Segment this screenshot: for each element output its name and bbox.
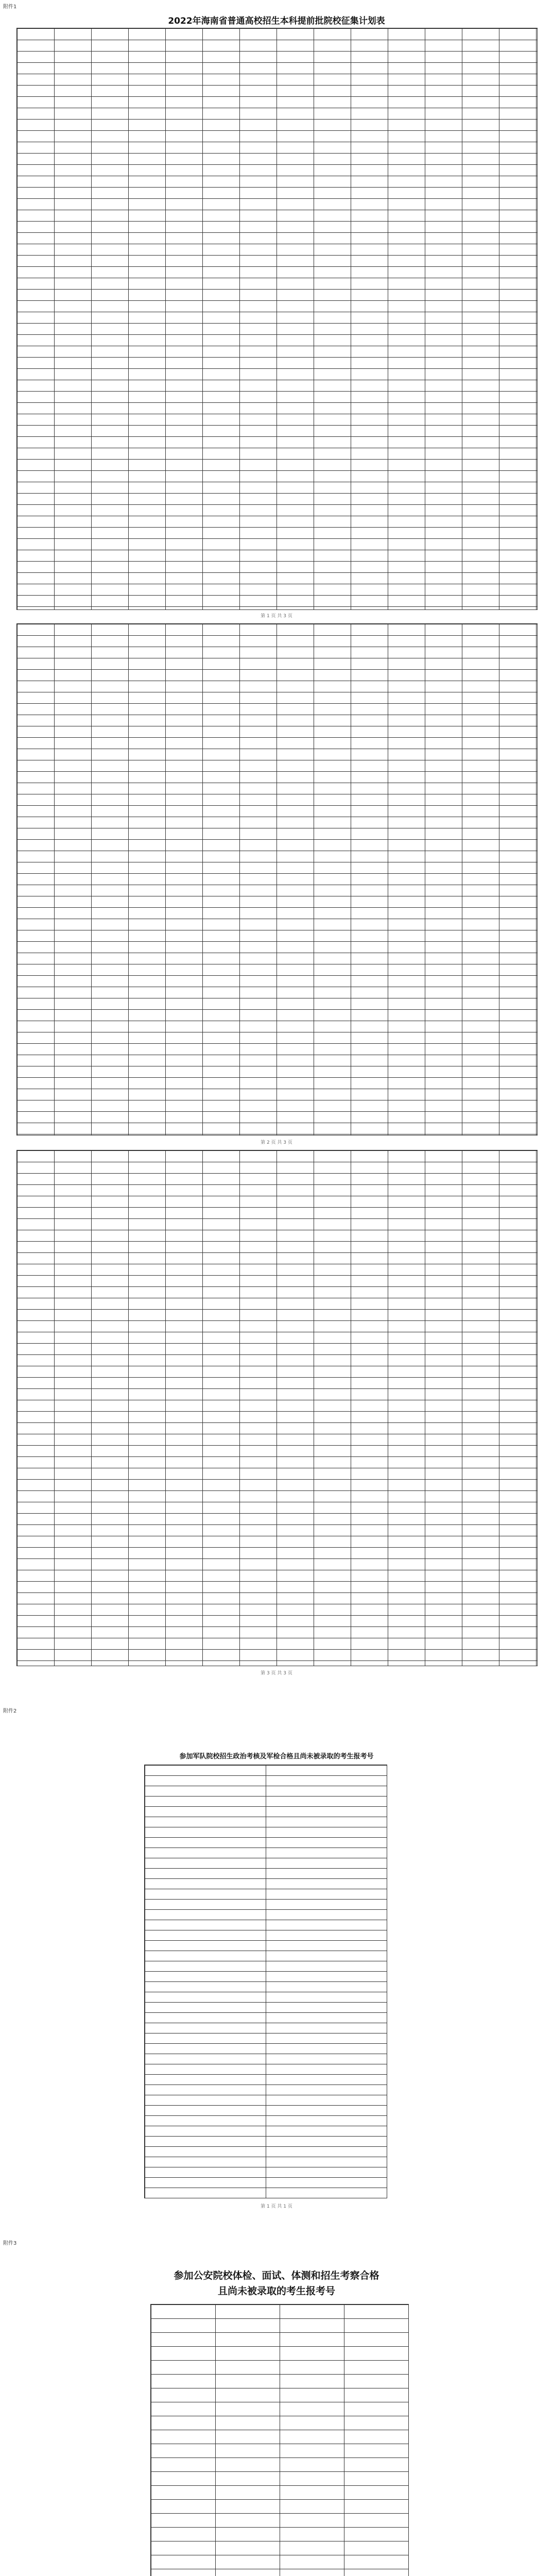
- section-3-table: [150, 2304, 409, 2576]
- section-1-table-part-2: [16, 623, 538, 1136]
- section-1-page-marker-1: 第 1 页 共 3 页: [261, 614, 292, 619]
- attachment-label-3: 附件3: [3, 2241, 17, 2246]
- section-1-page-marker-3: 第 3 页 共 3 页: [261, 1671, 292, 1676]
- section-2-page-marker: 第 1 页 共 1 页: [261, 2204, 292, 2209]
- attachment-label-1: 附件1: [3, 4, 17, 10]
- section-1-table-part-1: [16, 28, 538, 610]
- section-1: [0, 13, 553, 26]
- section-3-title-line-2: 且尚未被录取的考生报考号: [217, 2285, 335, 2297]
- section-2-table: [144, 1765, 387, 2198]
- section-3-title-line-1: 参加公安院校体检、面试、体测和招生考察合格: [174, 2270, 379, 2281]
- attachment-label-2: 附件2: [3, 1708, 17, 1714]
- section-1-page-marker-2: 第 2 页 共 3 页: [261, 1140, 292, 1145]
- section-1-table-part-3: [16, 1150, 538, 1666]
- section-2-title: 参加军队院校招生政治考核及军检合格且尚未被录取的考生报考号: [179, 1753, 374, 1760]
- section-2: [0, 1751, 553, 1760]
- section-3: [0, 2268, 553, 2299]
- section-1-title: 2022年海南省普通高校招生本科提前批院校征集计划表: [168, 16, 385, 26]
